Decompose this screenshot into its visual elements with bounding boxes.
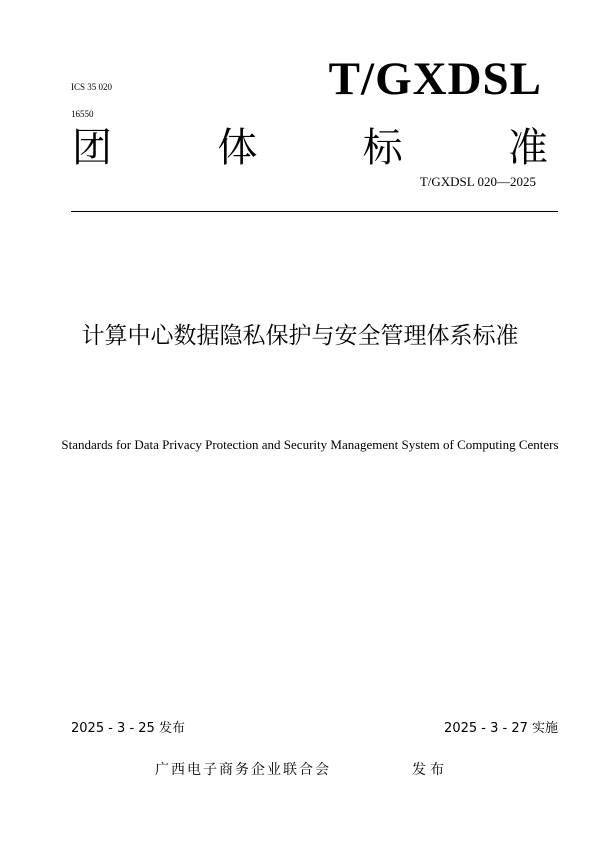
publish-label: 发布	[412, 762, 448, 778]
standard-type-char: 准	[507, 125, 548, 171]
ics-code: ICS 35 020	[71, 82, 113, 92]
standard-brand-code: T/GXDSL	[328, 53, 542, 105]
publish-date: 2025 - 3 - 25 发布	[71, 721, 185, 736]
implement-date: 2025 - 3 - 27 实施	[444, 721, 558, 736]
publisher-name: 广西电子商务企业联合会	[155, 762, 331, 778]
document-number: T/GXDSL 020—2025	[419, 174, 536, 189]
ccs-code: 16550	[71, 109, 94, 119]
english-title: Standards for Data Privacy Protection and Security Management System of Computing Centers	[61, 437, 559, 452]
chinese-title: 计算中心数据隐私保护与安全管理体系标准	[81, 323, 519, 349]
header-divider	[71, 211, 558, 212]
standard-type-heading	[72, 122, 548, 174]
standard-type-char: 标	[362, 125, 403, 171]
standard-type-char: 团	[72, 125, 112, 171]
standard-type-char: 体	[217, 125, 258, 171]
